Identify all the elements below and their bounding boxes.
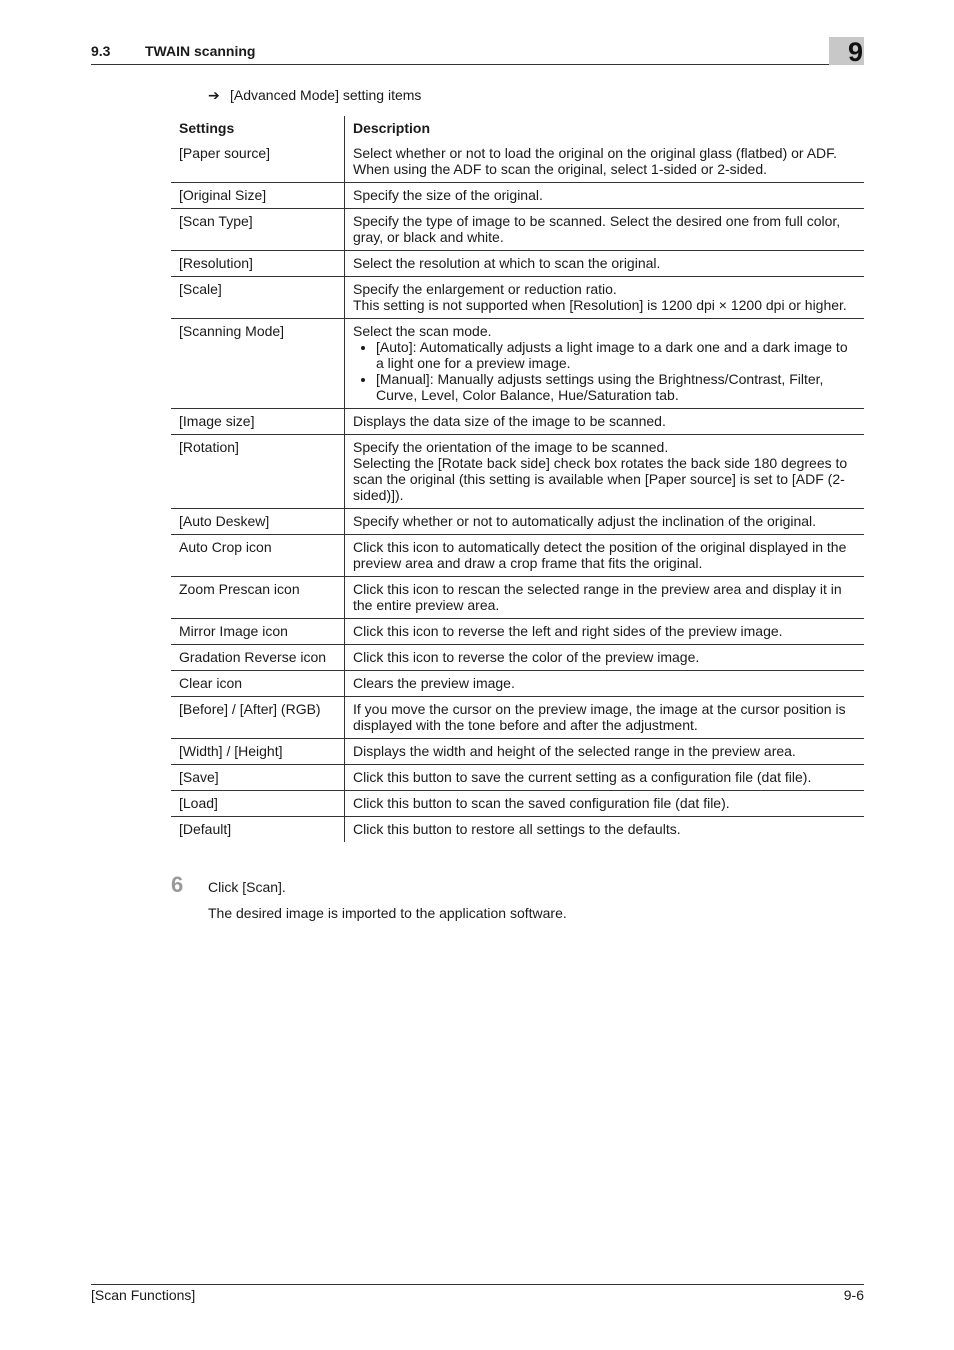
setting-name: [Original Size] xyxy=(171,183,345,209)
table-row xyxy=(171,209,864,251)
setting-description xyxy=(345,319,865,409)
table-row xyxy=(171,791,864,817)
chapter-badge xyxy=(829,37,864,65)
table-row xyxy=(171,619,864,645)
description-line: Click this button to save the current setting as a configuration file (dat file). xyxy=(353,769,812,785)
page-number: 9-6 xyxy=(843,1287,864,1303)
table-row xyxy=(171,509,864,535)
setting-description xyxy=(345,409,865,435)
setting-name: Mirror Image icon xyxy=(171,619,345,645)
setting-description xyxy=(345,183,865,209)
setting-name: [Load] xyxy=(171,791,345,817)
description-line: Select whether or not to load the original on the original glass (flatbed) or ADF. xyxy=(353,145,838,161)
arrow-right-icon: ➔ xyxy=(208,87,220,103)
description-line: Specify the size of the original. xyxy=(353,187,543,203)
bullet-item: • [Auto]: Automatically adjusts a light image to a dark one and a dark image to a light one for a preview image. xyxy=(376,339,856,371)
setting-description xyxy=(345,791,865,817)
setting-name: [Image size] xyxy=(171,409,345,435)
table-row xyxy=(171,277,864,319)
description-line: When using the ADF to scan the original, select 1-sided or 2-sided. xyxy=(353,161,767,177)
description-line: Specify whether or not to automatically adjust the inclination of the original. xyxy=(353,513,817,529)
setting-description xyxy=(345,697,865,739)
step-number: 6 xyxy=(171,872,184,897)
setting-description xyxy=(345,209,865,251)
description-line: Clears the preview image. xyxy=(353,675,515,691)
header-rule xyxy=(91,64,864,65)
setting-name: Zoom Prescan icon xyxy=(171,577,345,619)
setting-name: [Save] xyxy=(171,765,345,791)
section-number: 9.3 xyxy=(91,43,111,59)
setting-name: Clear icon xyxy=(171,671,345,697)
page-header xyxy=(91,40,864,66)
setting-description xyxy=(345,277,865,319)
setting-description xyxy=(345,435,865,509)
column-header-settings: Settings xyxy=(171,116,345,141)
setting-description xyxy=(345,577,865,619)
setting-name: [Resolution] xyxy=(171,251,345,277)
setting-name: [Scanning Mode] xyxy=(171,319,345,409)
footer-section: [Scan Functions] xyxy=(91,1287,196,1303)
table-row xyxy=(171,765,864,791)
table-row xyxy=(171,435,864,509)
table-row xyxy=(171,535,864,577)
setting-name: [Default] xyxy=(171,817,345,843)
description-line: Select the scan mode. xyxy=(353,323,492,339)
step-result: The desired image is imported to the application software. xyxy=(208,905,567,921)
description-line: Displays the width and height of the selected range in the preview area. xyxy=(353,743,796,759)
section-title: TWAIN scanning xyxy=(145,43,256,59)
setting-description xyxy=(345,645,865,671)
description-line: Specify the type of image to be scanned. Select the desired one from full color, gray, or black and white. xyxy=(353,213,841,245)
settings-table xyxy=(171,116,864,842)
setting-description xyxy=(345,619,865,645)
chapter-number: 9 xyxy=(847,37,863,67)
table-row xyxy=(171,697,864,739)
table-row xyxy=(171,141,864,183)
description-line: Selecting the [Rotate back side] check box rotates the back side 180 degrees to scan the original (this setting is available when [Paper source] is set to [ADF (2-sided)]). xyxy=(353,455,848,503)
description-line: If you move the cursor on the preview image, the image at the cursor position is displayed with the tone before and after the adjustment. xyxy=(353,701,846,733)
setting-name: [Width] / [Height] xyxy=(171,739,345,765)
setting-name: Auto Crop icon xyxy=(171,535,345,577)
table-row xyxy=(171,577,864,619)
setting-name: [Scan Type] xyxy=(171,209,345,251)
description-line: Specify the enlargement or reduction ratio. xyxy=(353,281,617,297)
setting-description xyxy=(345,251,865,277)
setting-description xyxy=(345,817,865,843)
setting-name: Gradation Reverse icon xyxy=(171,645,345,671)
step-text: Click [Scan]. xyxy=(208,879,286,895)
table-row xyxy=(171,671,864,697)
description-line: Click this icon to rescan the selected range in the preview area and display it in the entire preview area. xyxy=(353,581,842,613)
description-line: This setting is not supported when [Resolution] is 1200 dpi × 1200 dpi or higher. xyxy=(353,297,847,313)
description-line: Click this button to restore all settings to the defaults. xyxy=(353,821,681,837)
description-line: Click this icon to automatically detect the position of the original displayed in the preview area and draw a crop frame that fits the original. xyxy=(353,539,847,571)
setting-name: [Paper source] xyxy=(171,141,345,183)
setting-description xyxy=(345,671,865,697)
table-row xyxy=(171,319,864,409)
table-row xyxy=(171,251,864,277)
intro-text: [Advanced Mode] setting items xyxy=(230,87,422,103)
table-row xyxy=(171,817,864,843)
table-body xyxy=(171,141,864,842)
setting-description xyxy=(345,141,865,183)
description-line: Click this icon to reverse the color of the preview image. xyxy=(353,649,700,665)
column-header-description: Description xyxy=(353,120,431,136)
setting-name: [Before] / [After] (RGB) xyxy=(171,697,345,739)
table-row xyxy=(171,409,864,435)
setting-name: [Scale] xyxy=(171,277,345,319)
table-row xyxy=(171,739,864,765)
page-footer xyxy=(91,1284,864,1305)
setting-description xyxy=(345,535,865,577)
table-row xyxy=(171,183,864,209)
intro-line xyxy=(208,87,421,104)
description-line: Click this icon to reverse the left and right sides of the preview image. xyxy=(353,623,783,639)
setting-name: [Rotation] xyxy=(171,435,345,509)
bullet-list xyxy=(353,339,856,403)
setting-name: [Auto Deskew] xyxy=(171,509,345,535)
bullet-item: • [Manual]: Manually adjusts settings using the Brightness/Contrast, Filter, Curve, Level, Color Balance, Hue/Saturation tab. xyxy=(376,371,856,403)
setting-description xyxy=(345,765,865,791)
description-line: Specify the orientation of the image to be scanned. xyxy=(353,439,669,455)
setting-description xyxy=(345,509,865,535)
table-header-row xyxy=(171,116,864,141)
description-line: Select the resolution at which to scan the original. xyxy=(353,255,661,271)
description-line: Click this button to scan the saved configuration file (dat file). xyxy=(353,795,730,811)
description-line: Displays the data size of the image to be scanned. xyxy=(353,413,666,429)
table-row xyxy=(171,645,864,671)
setting-description xyxy=(345,739,865,765)
